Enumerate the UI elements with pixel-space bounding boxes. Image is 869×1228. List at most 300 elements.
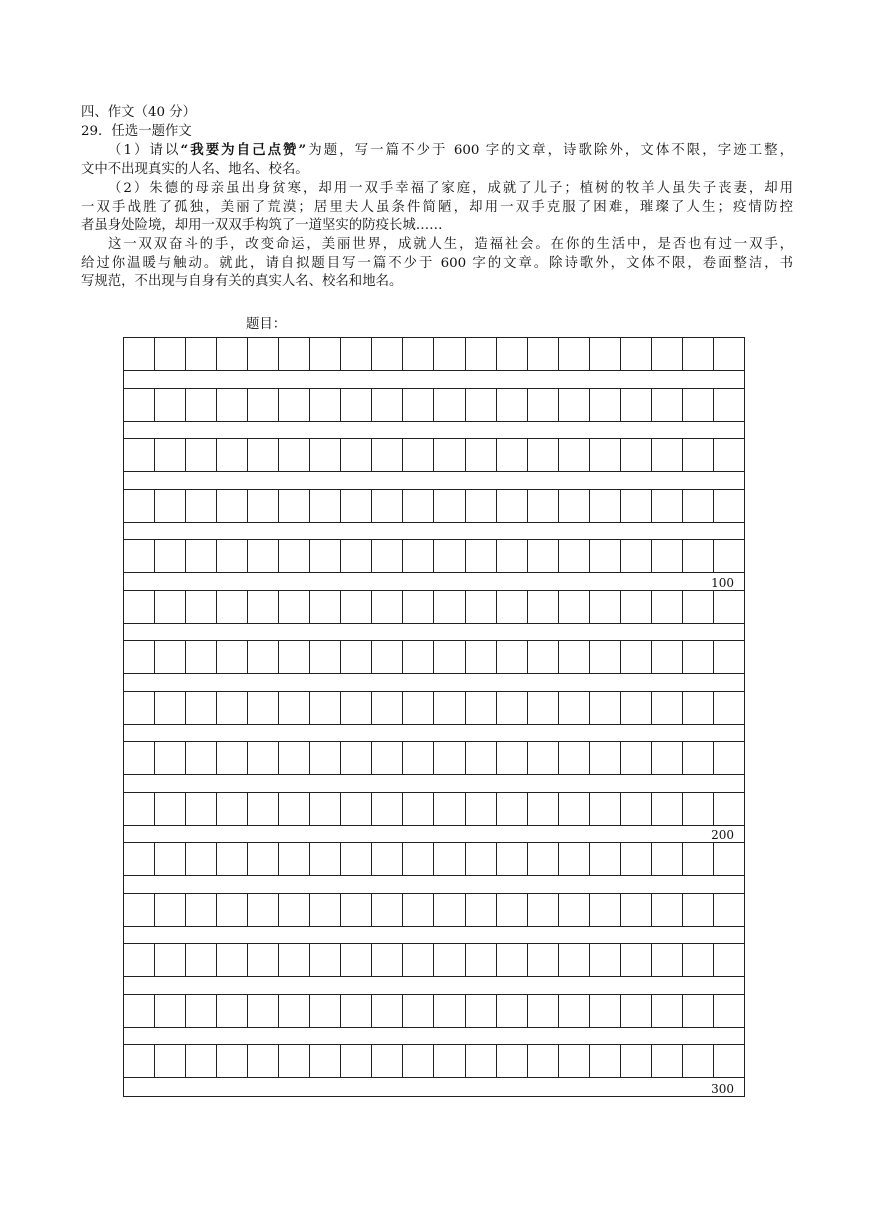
grid-cell[interactable] [590,389,621,421]
grid-cell[interactable] [341,692,372,724]
grid-cell[interactable] [372,944,403,976]
grid-cell[interactable] [248,995,279,1027]
grid-cell[interactable] [466,338,497,370]
grid-cell[interactable] [466,1045,497,1077]
grid-cell[interactable] [186,591,217,623]
grid-cell[interactable] [559,793,590,825]
grid-cell[interactable] [652,944,683,976]
grid-cell[interactable] [248,641,279,673]
grid-cell[interactable] [434,490,465,522]
grid-cell[interactable] [683,389,714,421]
grid-cell[interactable] [466,944,497,976]
grid-cell[interactable] [341,1045,372,1077]
grid-cell[interactable] [403,641,434,673]
grid-cell[interactable] [683,338,714,370]
grid-cell[interactable] [217,894,248,926]
grid-cell[interactable] [621,439,652,471]
grid-cell[interactable] [372,995,403,1027]
grid-cell[interactable] [497,843,528,875]
grid-cell[interactable] [466,389,497,421]
grid-cell[interactable] [279,995,310,1027]
grid-cell[interactable] [466,843,497,875]
grid-cell[interactable] [372,692,403,724]
grid-cell[interactable] [621,389,652,421]
grid-cell[interactable] [279,944,310,976]
grid-cell[interactable] [590,591,621,623]
grid-cell[interactable] [466,692,497,724]
grid-cell[interactable] [652,389,683,421]
grid-cell[interactable] [714,338,744,370]
grid-cell[interactable] [434,692,465,724]
grid-cell[interactable] [497,439,528,471]
grid-cell[interactable] [248,692,279,724]
grid-cell[interactable] [248,843,279,875]
grid-cell[interactable] [124,641,155,673]
grid-cell[interactable] [497,1045,528,1077]
grid-cell[interactable] [341,490,372,522]
grid-cell[interactable] [621,540,652,572]
grid-cell[interactable] [497,490,528,522]
grid-cell[interactable] [590,540,621,572]
grid-cell[interactable] [466,995,497,1027]
grid-cell[interactable] [652,894,683,926]
grid-cell[interactable] [497,793,528,825]
grid-cell[interactable] [279,540,310,572]
grid-cell[interactable] [248,894,279,926]
grid-cell[interactable] [590,338,621,370]
grid-cell[interactable] [497,591,528,623]
grid-cell[interactable] [186,894,217,926]
grid-cell[interactable] [466,439,497,471]
grid-cell[interactable] [217,995,248,1027]
grid-cell[interactable] [434,591,465,623]
grid-cell[interactable] [403,742,434,774]
grid-cell[interactable] [528,995,559,1027]
grid-cell[interactable] [186,742,217,774]
grid-cell[interactable] [434,540,465,572]
grid-cell[interactable] [217,540,248,572]
grid-cell[interactable] [621,591,652,623]
grid-cell[interactable] [341,995,372,1027]
grid-cell[interactable] [559,389,590,421]
grid-cell[interactable] [466,894,497,926]
grid-cell[interactable] [341,843,372,875]
grid-cell[interactable] [217,692,248,724]
grid-cell[interactable] [528,540,559,572]
grid-cell[interactable] [403,540,434,572]
grid-cell[interactable] [403,439,434,471]
grid-cell[interactable] [310,894,341,926]
grid-cell[interactable] [528,641,559,673]
grid-cell[interactable] [341,894,372,926]
grid-cell[interactable] [683,1045,714,1077]
grid-cell[interactable] [466,641,497,673]
grid-cell[interactable] [590,641,621,673]
grid-cell[interactable] [248,742,279,774]
grid-cell[interactable] [466,540,497,572]
grid-cell[interactable] [248,540,279,572]
grid-cell[interactable] [403,793,434,825]
grid-cell[interactable] [155,641,186,673]
grid-cell[interactable] [279,692,310,724]
grid-cell[interactable] [434,641,465,673]
grid-cell[interactable] [434,439,465,471]
grid-cell[interactable] [652,793,683,825]
grid-cell[interactable] [621,843,652,875]
grid-cell[interactable] [714,894,744,926]
grid-cell[interactable] [714,944,744,976]
grid-cell[interactable] [279,742,310,774]
grid-cell[interactable] [683,540,714,572]
grid-cell[interactable] [652,1045,683,1077]
grid-cell[interactable] [528,591,559,623]
grid-cell[interactable] [683,944,714,976]
grid-cell[interactable] [372,591,403,623]
grid-cell[interactable] [310,742,341,774]
grid-cell[interactable] [279,591,310,623]
grid-cell[interactable] [124,338,155,370]
grid-cell[interactable] [434,1045,465,1077]
grid-cell[interactable] [559,742,590,774]
grid-cell[interactable] [310,540,341,572]
grid-cell[interactable] [652,540,683,572]
grid-cell[interactable] [621,742,652,774]
grid-cell[interactable] [155,843,186,875]
grid-cell[interactable] [341,338,372,370]
grid-cell[interactable] [652,843,683,875]
grid-cell[interactable] [403,591,434,623]
grid-cell[interactable] [714,742,744,774]
grid-cell[interactable] [186,793,217,825]
grid-cell[interactable] [124,742,155,774]
grid-cell[interactable] [528,389,559,421]
grid-cell[interactable] [590,692,621,724]
grid-cell[interactable] [714,843,744,875]
grid-cell[interactable] [217,641,248,673]
grid-cell[interactable] [466,793,497,825]
grid-cell[interactable] [559,591,590,623]
grid-cell[interactable] [683,742,714,774]
grid-cell[interactable] [497,944,528,976]
grid-cell[interactable] [186,843,217,875]
grid-cell[interactable] [310,641,341,673]
grid-cell[interactable] [590,742,621,774]
grid-cell[interactable] [372,742,403,774]
grid-cell[interactable] [714,995,744,1027]
grid-cell[interactable] [559,490,590,522]
grid-cell[interactable] [124,1045,155,1077]
grid-cell[interactable] [155,742,186,774]
grid-cell[interactable] [279,793,310,825]
grid-cell[interactable] [559,894,590,926]
grid-cell[interactable] [466,742,497,774]
grid-cell[interactable] [497,389,528,421]
grid-cell[interactable] [590,1045,621,1077]
grid-cell[interactable] [341,944,372,976]
grid-cell[interactable] [155,490,186,522]
grid-cell[interactable] [124,591,155,623]
grid-cell[interactable] [559,843,590,875]
grid-cell[interactable] [621,338,652,370]
grid-cell[interactable] [621,793,652,825]
grid-cell[interactable] [497,692,528,724]
grid-cell[interactable] [621,995,652,1027]
grid-cell[interactable] [310,490,341,522]
grid-cell[interactable] [341,389,372,421]
grid-cell[interactable] [714,1045,744,1077]
grid-cell[interactable] [528,338,559,370]
grid-cell[interactable] [186,995,217,1027]
grid-cell[interactable] [372,338,403,370]
grid-cell[interactable] [652,439,683,471]
grid-cell[interactable] [590,843,621,875]
grid-cell[interactable] [497,894,528,926]
grid-cell[interactable] [559,338,590,370]
grid-cell[interactable] [528,1045,559,1077]
grid-cell[interactable] [310,793,341,825]
grid-cell[interactable] [434,742,465,774]
grid-cell[interactable] [497,338,528,370]
grid-cell[interactable] [124,894,155,926]
grid-cell[interactable] [652,742,683,774]
grid-cell[interactable] [714,692,744,724]
grid-cell[interactable] [590,490,621,522]
grid-cell[interactable] [497,641,528,673]
grid-cell[interactable] [372,1045,403,1077]
grid-cell[interactable] [217,591,248,623]
grid-cell[interactable] [403,894,434,926]
grid-cell[interactable] [372,389,403,421]
grid-cell[interactable] [559,439,590,471]
grid-cell[interactable] [559,944,590,976]
grid-cell[interactable] [528,742,559,774]
grid-cell[interactable] [248,591,279,623]
grid-cell[interactable] [559,995,590,1027]
grid-cell[interactable] [590,995,621,1027]
grid-cell[interactable] [434,338,465,370]
grid-cell[interactable] [559,1045,590,1077]
grid-cell[interactable] [248,1045,279,1077]
grid-cell[interactable] [559,540,590,572]
grid-cell[interactable] [652,591,683,623]
grid-cell[interactable] [497,540,528,572]
grid-cell[interactable] [341,641,372,673]
grid-cell[interactable] [528,793,559,825]
grid-cell[interactable] [683,490,714,522]
grid-cell[interactable] [124,439,155,471]
grid-cell[interactable] [310,389,341,421]
grid-cell[interactable] [590,793,621,825]
grid-cell[interactable] [434,894,465,926]
grid-cell[interactable] [155,439,186,471]
grid-cell[interactable] [372,894,403,926]
grid-cell[interactable] [683,439,714,471]
grid-cell[interactable] [155,894,186,926]
grid-cell[interactable] [683,591,714,623]
grid-cell[interactable] [248,439,279,471]
grid-cell[interactable] [155,338,186,370]
grid-cell[interactable] [186,490,217,522]
grid-cell[interactable] [683,894,714,926]
grid-cell[interactable] [310,591,341,623]
grid-cell[interactable] [434,995,465,1027]
grid-cell[interactable] [528,439,559,471]
grid-cell[interactable] [279,490,310,522]
grid-cell[interactable] [310,944,341,976]
grid-cell[interactable] [186,338,217,370]
grid-cell[interactable] [466,490,497,522]
grid-cell[interactable] [248,793,279,825]
grid-cell[interactable] [621,692,652,724]
grid-cell[interactable] [652,641,683,673]
grid-cell[interactable] [155,995,186,1027]
grid-cell[interactable] [186,692,217,724]
grid-cell[interactable] [403,692,434,724]
grid-cell[interactable] [714,793,744,825]
grid-cell[interactable] [466,591,497,623]
grid-cell[interactable] [279,1045,310,1077]
grid-cell[interactable] [372,439,403,471]
grid-cell[interactable] [372,793,403,825]
grid-cell[interactable] [403,995,434,1027]
grid-cell[interactable] [403,944,434,976]
grid-cell[interactable] [124,389,155,421]
grid-cell[interactable] [714,641,744,673]
grid-cell[interactable] [217,793,248,825]
grid-cell[interactable] [528,490,559,522]
grid-cell[interactable] [403,389,434,421]
grid-cell[interactable] [310,692,341,724]
grid-cell[interactable] [621,944,652,976]
grid-cell[interactable] [279,439,310,471]
grid-cell[interactable] [124,944,155,976]
grid-cell[interactable] [652,692,683,724]
grid-cell[interactable] [528,944,559,976]
grid-cell[interactable] [590,439,621,471]
grid-cell[interactable] [217,1045,248,1077]
grid-cell[interactable] [217,490,248,522]
grid-cell[interactable] [217,742,248,774]
grid-cell[interactable] [155,591,186,623]
grid-cell[interactable] [714,439,744,471]
grid-cell[interactable] [310,843,341,875]
grid-cell[interactable] [341,793,372,825]
grid-cell[interactable] [403,338,434,370]
grid-cell[interactable] [528,894,559,926]
grid-cell[interactable] [714,540,744,572]
grid-cell[interactable] [279,843,310,875]
grid-cell[interactable] [559,641,590,673]
grid-cell[interactable] [497,995,528,1027]
grid-cell[interactable] [186,641,217,673]
grid-cell[interactable] [279,389,310,421]
grid-cell[interactable] [155,1045,186,1077]
grid-cell[interactable] [403,1045,434,1077]
grid-cell[interactable] [652,995,683,1027]
grid-cell[interactable] [186,944,217,976]
grid-cell[interactable] [403,843,434,875]
grid-cell[interactable] [310,1045,341,1077]
grid-cell[interactable] [310,995,341,1027]
grid-cell[interactable] [528,692,559,724]
grid-cell[interactable] [621,894,652,926]
grid-cell[interactable] [155,540,186,572]
grid-cell[interactable] [155,692,186,724]
grid-cell[interactable] [217,944,248,976]
grid-cell[interactable] [248,389,279,421]
grid-cell[interactable] [652,490,683,522]
grid-cell[interactable] [217,389,248,421]
grid-cell[interactable] [590,944,621,976]
grid-cell[interactable] [341,439,372,471]
grid-cell[interactable] [279,894,310,926]
grid-cell[interactable] [621,641,652,673]
grid-cell[interactable] [310,439,341,471]
grid-cell[interactable] [186,439,217,471]
grid-cell[interactable] [124,540,155,572]
grid-cell[interactable] [217,338,248,370]
grid-cell[interactable] [683,843,714,875]
grid-cell[interactable] [683,793,714,825]
grid-cell[interactable] [217,843,248,875]
grid-cell[interactable] [372,843,403,875]
grid-cell[interactable] [372,490,403,522]
grid-cell[interactable] [279,338,310,370]
grid-cell[interactable] [341,540,372,572]
grid-cell[interactable] [403,490,434,522]
grid-cell[interactable] [652,338,683,370]
grid-cell[interactable] [528,843,559,875]
grid-cell[interactable] [621,1045,652,1077]
grid-cell[interactable] [248,338,279,370]
grid-cell[interactable] [434,793,465,825]
grid-cell[interactable] [621,490,652,522]
grid-cell[interactable] [497,742,528,774]
grid-cell[interactable] [559,692,590,724]
grid-cell[interactable] [248,944,279,976]
grid-cell[interactable] [434,843,465,875]
grid-cell[interactable] [341,742,372,774]
grid-cell[interactable] [310,338,341,370]
grid-cell[interactable] [124,692,155,724]
grid-cell[interactable] [124,490,155,522]
grid-cell[interactable] [124,843,155,875]
grid-cell[interactable] [155,389,186,421]
grid-cell[interactable] [155,944,186,976]
grid-cell[interactable] [372,641,403,673]
grid-cell[interactable] [124,793,155,825]
grid-cell[interactable] [434,944,465,976]
grid-cell[interactable] [186,1045,217,1077]
grid-cell[interactable] [124,995,155,1027]
grid-cell[interactable] [683,995,714,1027]
grid-cell[interactable] [217,439,248,471]
grid-cell[interactable] [186,540,217,572]
grid-cell[interactable] [714,389,744,421]
grid-cell[interactable] [714,591,744,623]
grid-cell[interactable] [248,490,279,522]
grid-cell[interactable] [590,894,621,926]
grid-cell[interactable] [434,389,465,421]
grid-cell[interactable] [683,641,714,673]
grid-cell[interactable] [279,641,310,673]
grid-cell[interactable] [372,540,403,572]
grid-cell[interactable] [714,490,744,522]
grid-cell[interactable] [186,389,217,421]
grid-cell[interactable] [683,692,714,724]
grid-cell[interactable] [341,591,372,623]
grid-cell[interactable] [155,793,186,825]
